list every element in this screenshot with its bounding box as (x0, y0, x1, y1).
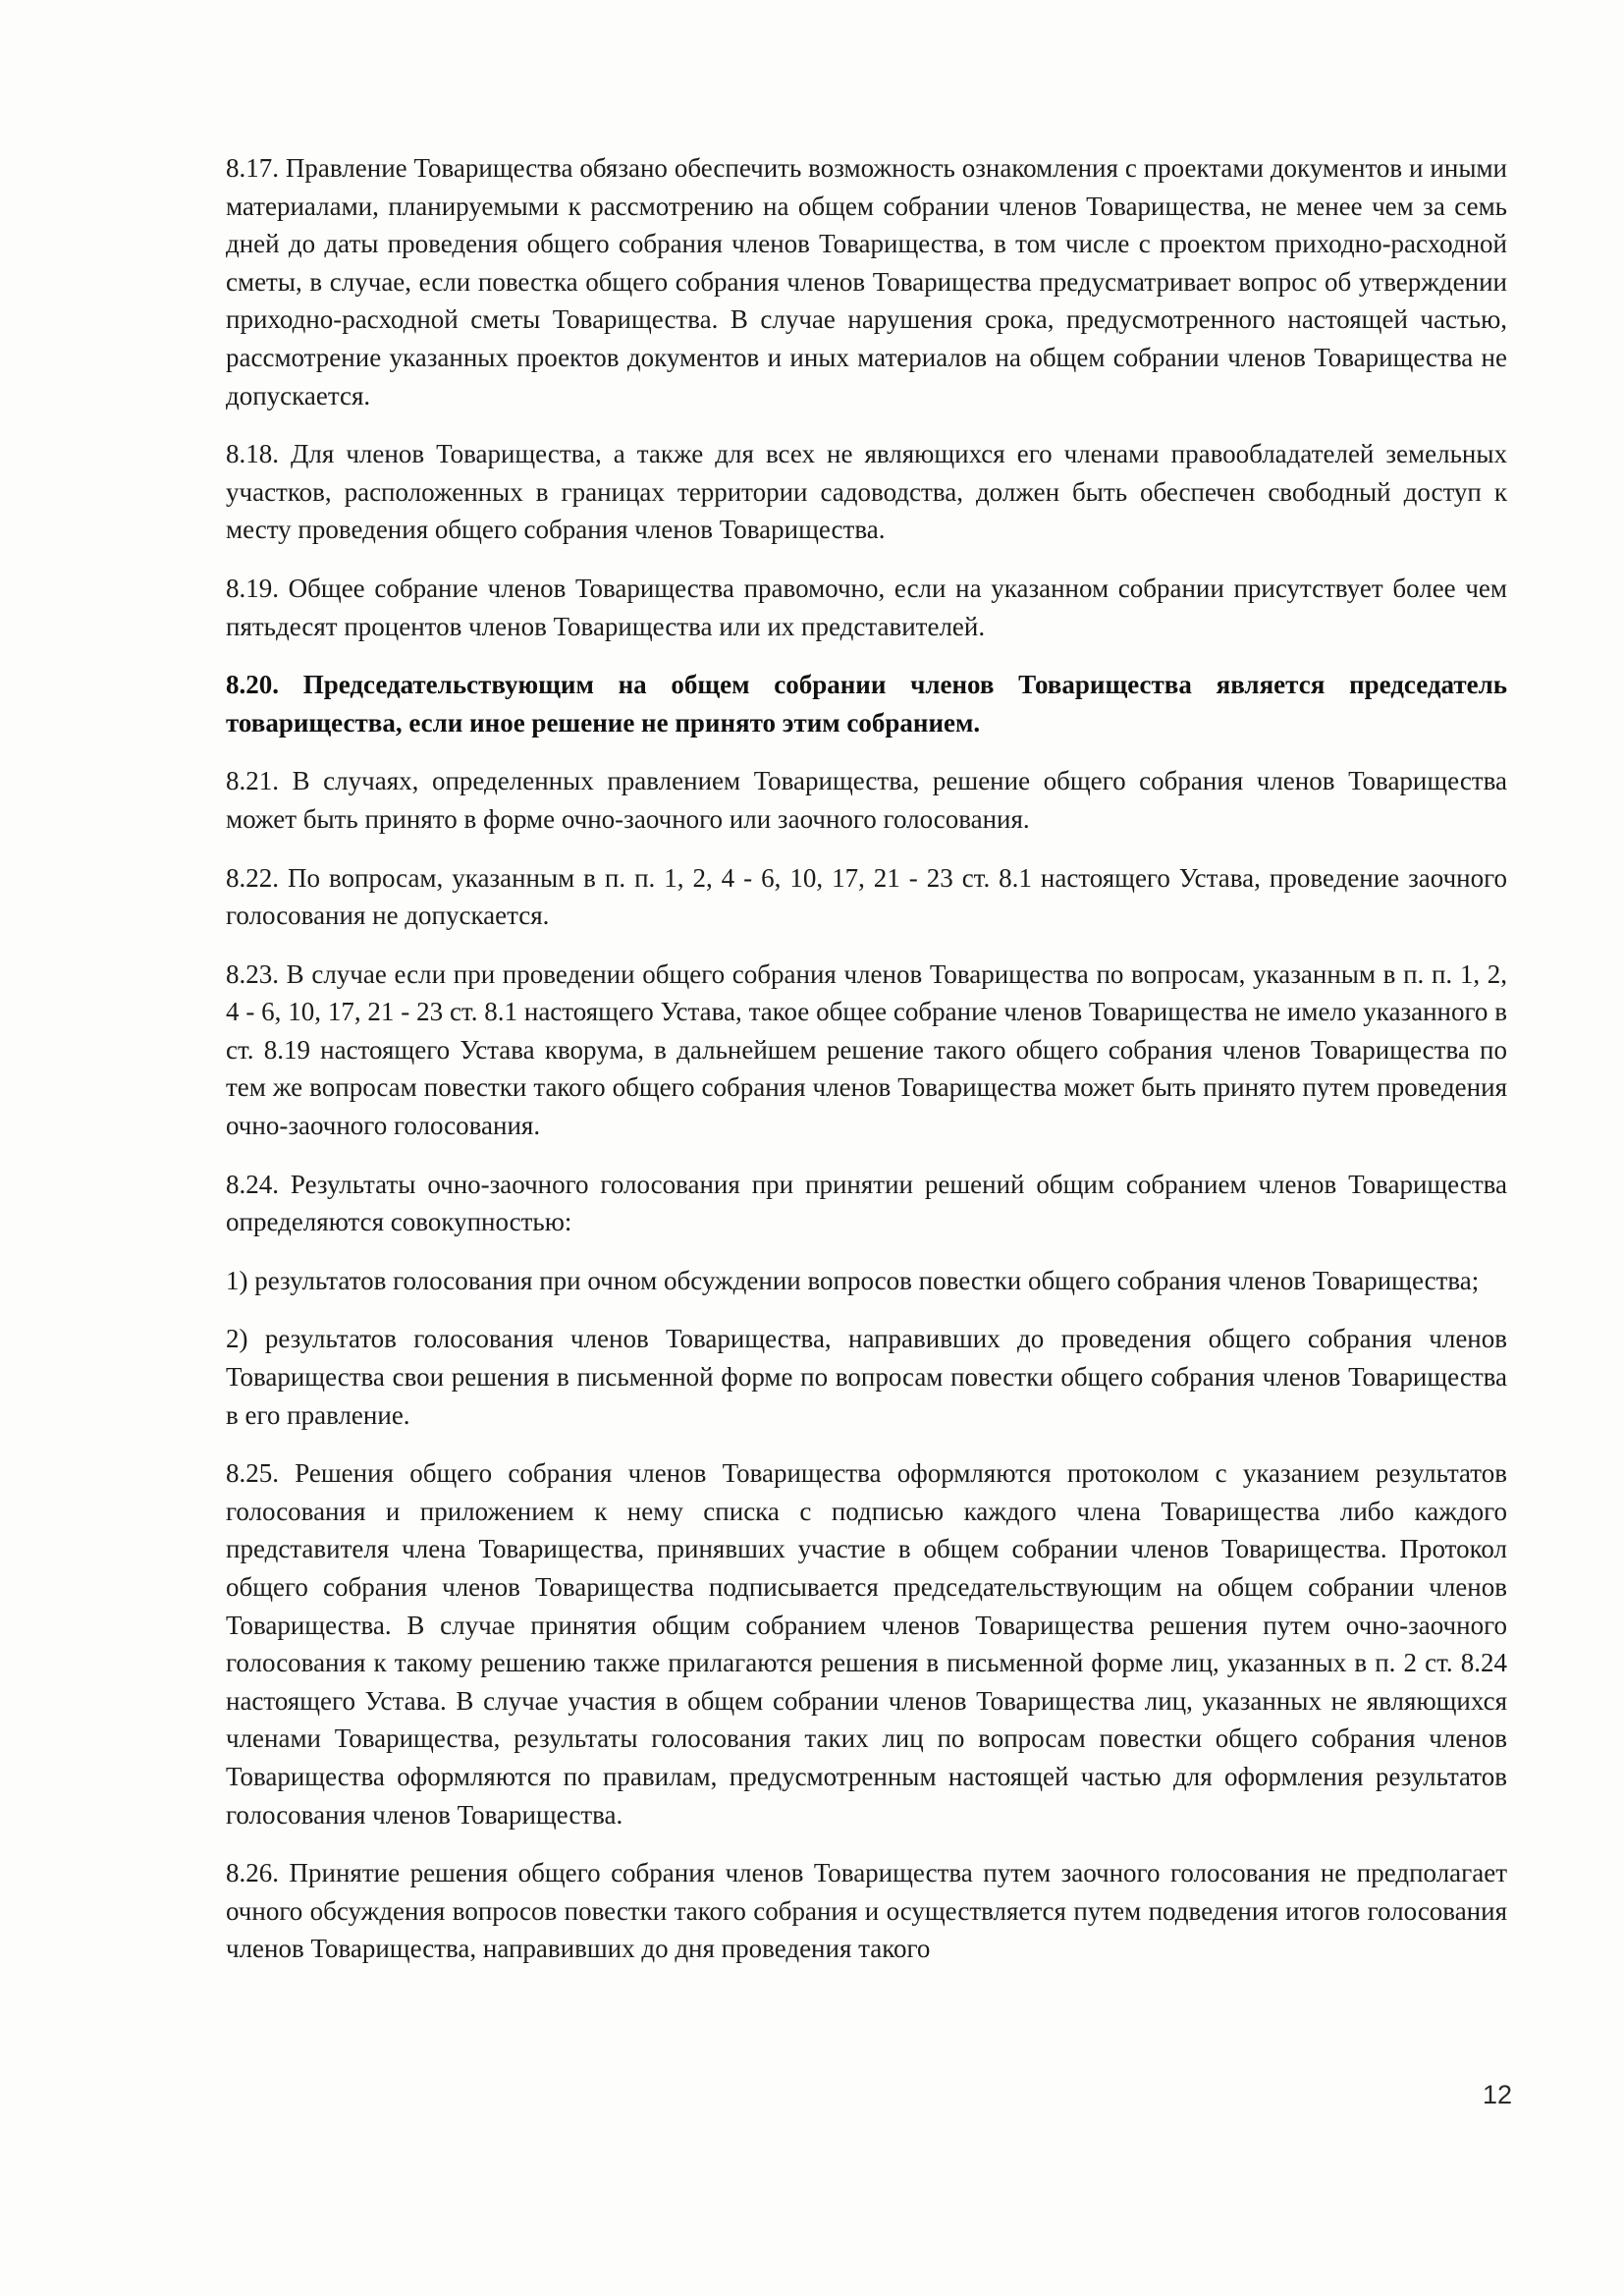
page-number: 12 (1482, 2080, 1512, 2109)
paragraph-8-26: 8.26. Принятие решения общего собрания членов Товарищества путем заочного голосования не предполагает очного обсуждения вопросов повестки такого собрания и осуществляется путем подведения итогов голосования членов Товарищества, направивших до дня проведения такого (226, 1858, 1507, 1964)
paragraph-8-21: 8.21. В случаях, определенных правлением Товарищества, решение общего собрания членов Товарищества может быть принято в форме очно-заочного или заочного голосования. (226, 766, 1507, 834)
paragraph-8-18: 8.18. Для членов Товарищества, а также для всех не являющихся его членами правообладателей земельных участков, расположенных в границах территории садоводства, должен быть обеспечен свободный доступ к месту проведения общего собрания членов Товарищества. (226, 439, 1507, 545)
paragraph-8-24-item-2: 2) результатов голосования членов Товарищества, направивших до проведения общего собрания членов Товарищества свои решения в письменной форме по вопросам повестки общего собрания членов Товарищества в его правление. (226, 1324, 1507, 1430)
paragraph-8-19: 8.19. Общее собрание членов Товарищества правомочно, если на указанном собрании присутствует более чем пятьдесят процентов членов Товарищества или их представителей. (226, 573, 1507, 641)
document-body (226, 149, 1507, 1989)
paragraph-8-24-item-1: 1) результатов голосования при очном обсуждении вопросов повестки общего собрания членов Товарищества; (226, 1265, 1480, 1295)
paragraph-8-22: 8.22. По вопросам, указанным в п. п. 1, 2, 4 - 6, 10, 17, 21 - 23 ст. 8.1 настоящего Устава, проведение заочного голосования не допускается. (226, 862, 1507, 931)
paragraph-8-25: 8.25. Решения общего собрания членов Товарищества оформляются протоколом с указанием результатов голосования и приложением к нему списка с подписью каждого члена Товарищества либо каждого представителя члена Товарищества, принявших участие в общем собрании членов Товарищества. Протокол общего собрания членов Товарищества подписывается председательствующим на общем собрании членов Товарищества. В случае принятия общим собранием членов Товарищества решения путем очно-заочного голосования к такому решению также прилагаются решения в письменной форме лиц, указанных в п. 2 ст. 8.24 настоящего Устава. В случае участия в общем собрании членов Товарищества лиц, указанных не являющихся членами Товарищества, результаты голосования таких лиц по вопросам повестки общего собрания членов Товарищества оформляются по правилам, предусмотренным настоящей частью для оформления результатов голосования членов Товарищества. (226, 1458, 1507, 1830)
paragraph-8-20: 8.20. Председательствующим на общем собрании членов Товарищества является председатель товарищества, если иное решение не принято этим собранием. (226, 670, 1507, 738)
paragraph-8-24: 8.24. Результаты очно-заочного голосования при принятии решений общим собранием членов Товарищества определяются совокупностью: (226, 1169, 1507, 1237)
paragraph-8-23: 8.23. В случае если при проведении общего собрания членов Товарищества по вопросам, указанным в п. п. 1, 2, 4 - 6, 10, 17, 21 - 23 ст. 8.1 настоящего Устава, такое общее собрание членов Товарищества не имело указанного в ст. 8.19 настоящего Устава кворума, в дальнейшем решение такого общего собрания членов Товарищества по тем же вопросам повестки такого общего собрания членов Товарищества может быть принято путем проведения очно-заочного голосования. (226, 958, 1507, 1141)
paragraph-8-17: 8.17. Правление Товарищества обязано обеспечить возможность ознакомления с проектами документов и иными материалами, планируемыми к рассмотрению на общем собрании членов Товарищества, не менее чем за семь дней до даты проведения общего собрания членов Товарищества, в том числе с проектом приходно-расходной сметы, в случае, если повестка общего собрания членов Товарищества предусматривает вопрос об утверждении приходно-расходной сметы Товарищества. В случае нарушения срока, предусмотренного настоящей частью, рассмотрение указанных проектов документов и иных материалов на общем собрании членов Товарищества не допускается. (226, 153, 1507, 410)
